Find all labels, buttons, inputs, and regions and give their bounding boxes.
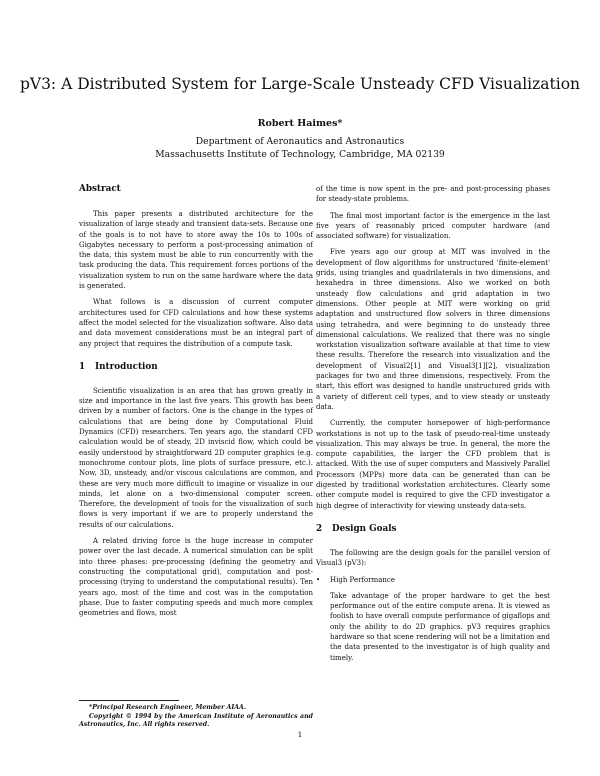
section-heading-introduction <box>79 362 313 373</box>
footnote <box>79 700 313 730</box>
abstract-paragraph: What follows is a discussion of current computer architectures used for CFD calculations and how these systems affect the model selected for the visualization software. Also data and data movement considerations must be an integral part of any project that requires the distribution of a compute task. <box>79 298 313 348</box>
section-number: 2 <box>316 523 323 534</box>
footnote-author-note: *Principal Research Engineer, Member AIAA. <box>89 704 246 711</box>
body-paragraph: of the time is now spent in the pre- and post-processing phases for steady-state problems. <box>316 185 550 204</box>
body-paragraph: Five years ago our group at MIT was involved in the development of flow algorithms for unstructured 'finite-element' grids, using triangles and quadrilaterals in two dimensions, and hexahedra in three dimensions. Also we worked on both unsteady flow calculations and grid adaptation in two dimensions. Other people at MIT were working on grid adaptation and unstructured flow solvers in three dimensions using tetrahedra, and were beginning to do unsteady three dimensional calculations. We realized that there was no single workstation visualization software available at that time to view these results. Therefore the research into visualization and the development of Visual2[1] and Visual3[1][2], visualization packages for two and three dimensions, respectively. From the start, this effort was designed to handle unstructured grids with a variety of different cell types, and to view steady or unsteady data. <box>316 248 550 411</box>
bullet-title: High Performance <box>330 575 395 584</box>
section-title: Introduction <box>95 361 158 372</box>
footnote-copyright: Copyright © 1994 by the American Institute of Aeronautics and Astronautics, Inc. All rights reserved. <box>79 712 313 729</box>
bullet-item <box>316 575 550 663</box>
bullet-icon: • <box>316 575 321 584</box>
footnote-rule <box>79 700 179 701</box>
left-column <box>79 184 313 624</box>
body-paragraph: A related driving force is the huge increase in computer power over the last decade. A numerical simulation can be split into three phases: pre-processing (defining the geometry and constructing the computational grid), computation and post-processing (trying to understand the computational results). Ten years ago, most of the time and cost was in the computation phase. Due to faster computing speeds and much more complex geometries and flows, most <box>79 537 313 618</box>
section-number: 1 <box>79 361 86 372</box>
institution: Massachusetts Institute of Technology, Cambridge, MA 02139 <box>155 149 445 160</box>
department: Department of Aeronautics and Astronautics <box>195 136 405 147</box>
abstract-heading: Abstract <box>79 184 121 194</box>
body-paragraph: Scientific visualization is an area that has grown greatly in size and importance in the last five years. This growth has been driven by a number of factors. One is the change in the types of calculations that are being done by Computational Fluid Dynamics (CFD) researchers. Ten years ago, the standard CFD calculation would be of steady, 2D inviscid flow, which could be easily understood by straightforward 2D computer graphics (e.g. monochrome contour plots, line plots of surface pressure, etc.). Now, 3D, unsteady, and/or viscous calculations are common, and these are very much more difficult to imagine or visualize in our minds, let alone on a two-dimensional computer screen. Therefore, the development of tools for the visualization of such flows is very important if we are to properly understand the results of our calculations. <box>79 386 313 529</box>
author-name: Robert Haimes* <box>257 118 343 129</box>
body-paragraph: The following are the design goals for the parallel version of Visual3 (pV3): <box>316 548 550 568</box>
body-paragraph: The final most important factor is the emergence in the last five years of reasonably priced computer hardware (and associated software) for visualization. <box>316 211 550 241</box>
bullet-text: Take advantage of the proper hardware to get the best performance out of the entire compute arena. It is viewed as foolish to have overall compute performance of gigaflops and only the ability to do 2D graphics. pV3 requires graphics hardware so that scene rendering will not be a limitation and the data presented to the investigator is of high quality and timely. <box>330 591 550 662</box>
section-heading-design-goals <box>316 524 550 535</box>
section-title: Design Goals <box>332 523 397 534</box>
body-paragraph: Currently, the computer horsepower of high-performance workstations is not up to the task of pseudo-real-time unsteady visualization. This may always be true. In general, the more the compute capabilities, the larger the CFD problem that is attacked. With the use of super computers and Massively Parallel Processors (MPPs) more data can be generated than can be digested by traditional workstation architectures. Clearly some other compute model is required to give the CFD investigator a high degree of interactivity for viewing unsteady data-sets. <box>316 419 550 510</box>
right-column <box>316 184 550 669</box>
abstract-paragraph: This paper presents a distributed architecture for the visualization of large steady and transient data-sets. Because one of the goals is to not have to store away the 10s to 100s of Gigabytes necessary to perform a post-processing animation of the data, this system must be able to run concurrently with the task producing the data. This requirement forces portions of the visualization system to run on the same hardware where the data is generated. <box>79 210 313 291</box>
affiliation <box>0 135 600 161</box>
page-number: 1 <box>297 730 303 739</box>
paper-title: pV3: A Distributed System for Large-Scale Unsteady CFD Visualization <box>19 75 581 93</box>
